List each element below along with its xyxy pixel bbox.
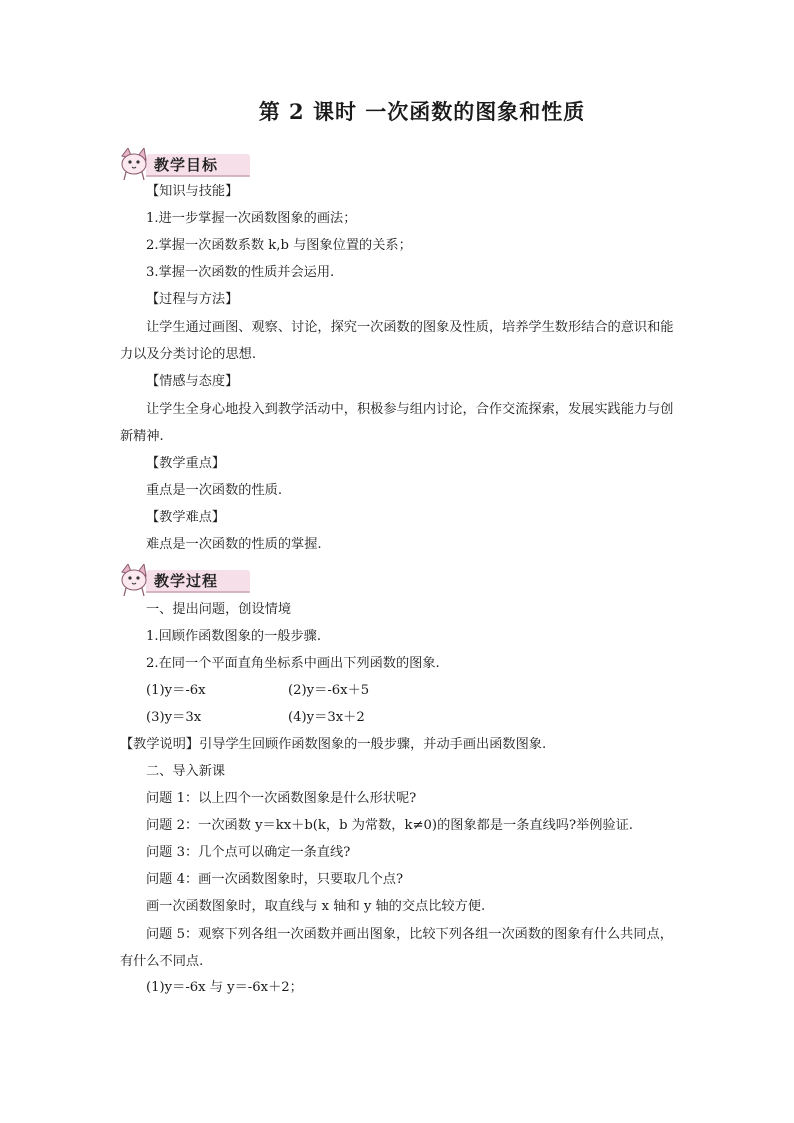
part2-heading: 二、导入新课 [146, 764, 226, 779]
question-item: 问题 3：几个点可以确定一条直线? [146, 845, 351, 860]
emotion-heading: 【情感与态度】 [146, 374, 239, 389]
knowledge-item: 3.掌握一次函数的性质并会运用. [146, 265, 335, 280]
emotion-text: 让学生全身心地投入到教学活动中，积极参与组内讨论，合作交流探索，发展实践能力与创新精神. [120, 402, 674, 444]
key-text: 重点是一次函数的性质. [146, 483, 283, 498]
section-heading-label: 教学目标 [154, 156, 219, 174]
question-item: 问题 1：以上四个一次函数图象是什么形状呢? [146, 791, 417, 806]
key-heading: 【教学重点】 [146, 456, 226, 471]
question-subitem: (1)y＝-6x 与 y＝-6x＋2； [146, 980, 303, 995]
function-item: (1)y＝-6x [146, 683, 206, 698]
section-heading-label: 教学过程 [154, 572, 219, 590]
process-text: 让学生通过画图、观察、讨论，探究一次函数的图象及性质，培养学生数形结合的意识和能力以及分类讨论的思想. [120, 320, 674, 362]
knowledge-heading: 【知识与技能】 [146, 184, 239, 199]
section-heading-process [118, 564, 258, 596]
part1-heading: 一、提出问题，创设情境 [146, 602, 292, 617]
function-item: (4)y＝3x＋2 [288, 710, 365, 725]
knowledge-item: 1.进一步掌握一次函数图象的画法； [146, 211, 357, 226]
question-answer: 画一次函数图象时，取直线与 x 轴和 y 轴的交点比较方便. [146, 899, 486, 914]
process-heading: 【过程与方法】 [146, 292, 239, 307]
question-item: 问题 2：一次函数 y＝kx＋b(k，b 为常数，k≠0)的图象都是一条直线吗?举例验证. [146, 818, 633, 833]
process-item: 2.在同一个平面直角坐标系中画出下列函数的图象. [146, 656, 440, 671]
question-item: 问题 4：画一次函数图象时，只要取几个点? [146, 872, 404, 887]
function-item: (2)y＝-6x＋5 [288, 683, 370, 698]
teaching-note: 【教学说明】引导学生回顾作函数图象的一般步骤，并动手画出函数图象. [120, 737, 547, 752]
page-title: 第 2 课时 一次函数的图象和性质 [258, 99, 586, 124]
function-item: (3)y＝3x [146, 710, 202, 725]
difficulty-heading: 【教学难点】 [146, 510, 226, 525]
section-heading-objectives [118, 148, 258, 180]
knowledge-item: 2.掌握一次函数系数 k,b 与图象位置的关系； [146, 238, 412, 253]
process-item: 1.回顾作函数图象的一般步骤. [146, 629, 322, 644]
question-item: 问题 5：观察下列各组一次函数并画出图象，比较下列各组一次函数的图象有什么共同点，有什么不同点. [120, 927, 673, 969]
difficulty-text: 难点是一次函数的性质的掌握. [146, 537, 322, 552]
